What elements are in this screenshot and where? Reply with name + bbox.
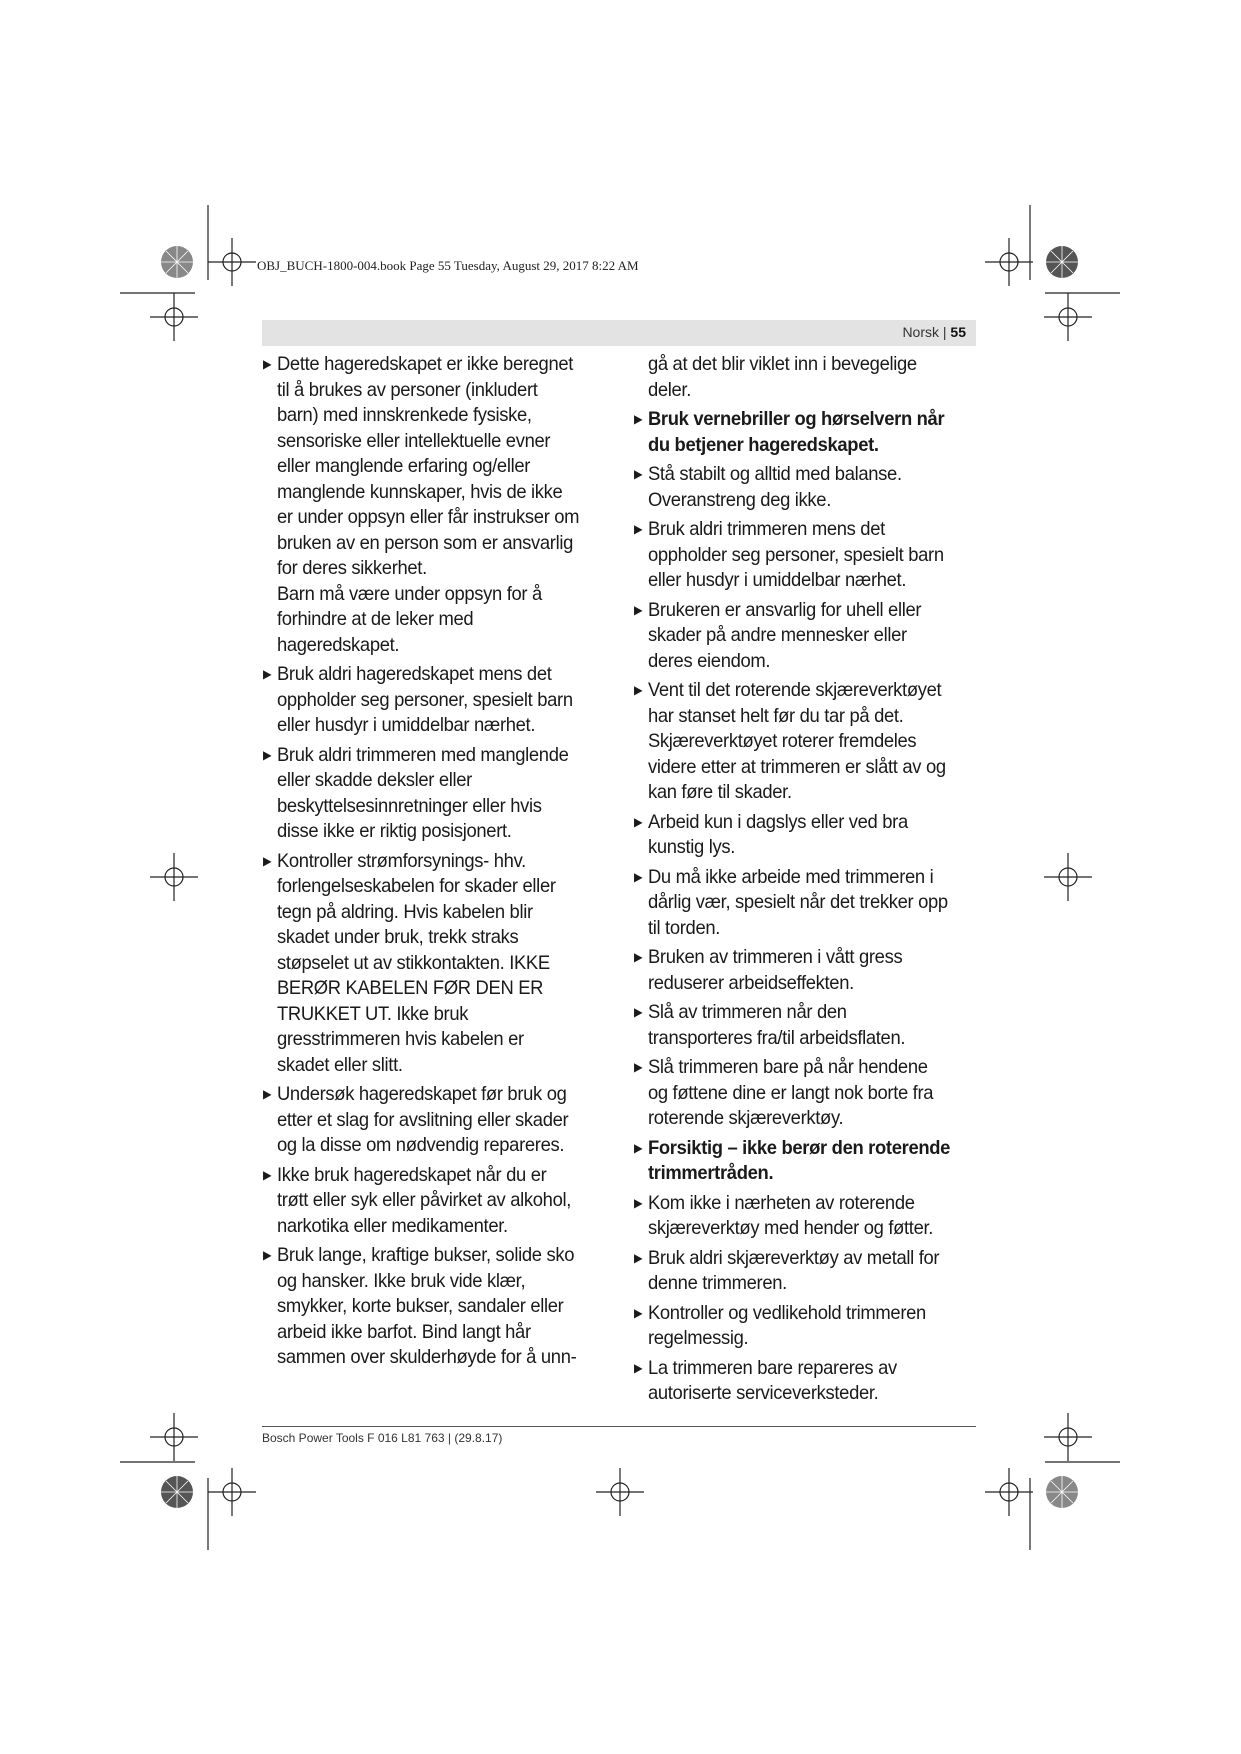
safety-item-continuation: gå at det blir viklet inn i bevegelige deler. [647, 353, 917, 401]
page-number: 55 [950, 324, 966, 340]
safety-item [634, 1301, 950, 1352]
crosshair-icon [1044, 853, 1092, 901]
safety-item-text: Brukeren er ansvarlig for uhell eller skader på andre mennesker eller deres eiendom. [647, 598, 922, 672]
safety-item [634, 1055, 950, 1132]
safety-item-text: Bruk aldri skjæreverktøy av metall for denne trimmeren. [647, 1246, 940, 1294]
crosshair-icon [596, 1468, 644, 1516]
safety-item-text: Bruken av trimmeren i vått gress reduserer arbeidseffekten. [647, 946, 903, 994]
safety-item-text: Vent til det roterende skjæreverktøyet har stanset helt før du tar på det. Skjæreverktøyet roterer fremdeles videre etter at trimmeren er slått av og kan føre til skader. [647, 679, 946, 803]
safety-item [263, 743, 579, 845]
safety-item-text: Ikke bruk hageredskapet når du er trøtt eller syk eller påvirket av alkohol, narkotika eller medikamenter. [276, 1163, 572, 1237]
safety-item [634, 517, 950, 594]
safety-item [634, 598, 950, 675]
page-footer: Bosch Power Tools F 016 L81 763 | (29.8.17) [262, 1431, 503, 1445]
crosshair-icon [1044, 1413, 1092, 1461]
footer-rule [262, 1426, 976, 1427]
safety-item [263, 352, 579, 658]
safety-item [634, 1356, 950, 1407]
safety-item [263, 1082, 579, 1159]
crosshair-icon [208, 1468, 256, 1516]
safety-item-text: Bruk aldri trimmeren mens det oppholder seg personer, spesielt barn eller husdyr i umiddelbar nærhet. [647, 518, 944, 591]
safety-item [634, 1191, 950, 1242]
safety-item [263, 849, 579, 1079]
page-header-bar [262, 320, 976, 346]
safety-item-extra: Barn må være under oppsyn for å forhindre at de leker med hageredskapet. [276, 582, 542, 656]
crosshair-icon [150, 1413, 198, 1461]
safety-item-text: Arbeid kun i dagslys eller ved bra kunstig lys. [647, 810, 908, 858]
crosshair-icon [150, 293, 198, 341]
safety-item-text: Kontroller strømforsynings- hhv. forlengelseskabelen for skader eller tegn på aldring. Hvis kabelen blir skadet under bruk, trekk straks støpselet ut av stikkontakten. IKKE BERØR KABELEN FØR DEN ER TRUKKET UT. Ikke bruk gresstrimmeren hvis kabelen er skadet eller slitt. [276, 849, 556, 1076]
safety-item [263, 1243, 579, 1371]
safety-item-text: Du må ikke arbeide med trimmeren i dårlig vær, spesielt når det trekker opp til torden. [647, 865, 948, 939]
crosshair-icon [985, 238, 1033, 286]
safety-item-text: Undersøk hageredskapet før bruk og etter et slag for avslitning eller skader og la disse om nødvendig repareres. [276, 1083, 569, 1156]
crosshair-icon [150, 853, 198, 901]
safety-item [634, 1246, 950, 1297]
safety-item-text: Slå av trimmeren når den transporteres fra/til arbeidsflaten. [647, 1001, 906, 1049]
safety-item [634, 1000, 950, 1051]
safety-item [634, 865, 950, 942]
safety-item-text: Bruk vernebriller og hørselvern når du betjener hageredskapet. [647, 408, 945, 456]
safety-item [634, 945, 950, 996]
crosshair-icon [208, 238, 256, 286]
safety-item-text: La trimmeren bare repareres av autoriserte serviceverksteder. [647, 1356, 897, 1404]
safety-item [634, 1136, 950, 1187]
safety-item-text: Bruk lange, kraftige bukser, solide sko og hansker. Ikke bruk vide klær, smykker, korte bukser, sandaler eller arbeid ikke barfot. Bind langt hår sammen over skulderhøyde for å unn- [276, 1244, 577, 1368]
safety-item-text: Kontroller og vedlikehold trimmeren regelmessig. [647, 1301, 926, 1349]
safety-item-text: Forsiktig – ikke berør den roterende trimmertråden. [647, 1136, 951, 1184]
safety-item [634, 407, 950, 458]
page-header-label [902, 324, 966, 340]
safety-item [634, 810, 950, 861]
safety-item [263, 1163, 579, 1240]
safety-item-text: ▶ Dette hageredskapet er ikke beregnet til å brukes av personer (inkludert barn) med innskrenkede fysiske, sensoriske eller intellektuelle evner eller manglende erfaring og/eller manglende kunnskaper, hvis de ikke er under oppsyn eller får instrukser om bruken av en person som er ansvarlig for deres sikkerhet. [276, 353, 580, 579]
crosshair-icon [985, 1468, 1033, 1516]
safety-item [634, 678, 950, 806]
left-column [263, 352, 579, 1375]
crosshair-icon [1044, 293, 1092, 341]
print-slug: OBJ_BUCH-1800-004.book Page 55 Tuesday, August 29, 2017 8:22 AM [257, 258, 639, 273]
safety-item-text: Bruk aldri hageredskapet mens det oppholder seg personer, spesielt barn eller husdyr i umiddelbar nærhet. [276, 663, 573, 736]
language-label: Norsk [902, 324, 939, 340]
header-separator: | [942, 324, 947, 340]
safety-item [263, 662, 579, 739]
right-column [634, 352, 950, 1411]
safety-item [634, 462, 950, 513]
safety-item-text: Stå stabilt og alltid med balanse. Overanstreng deg ikke. [647, 463, 902, 511]
safety-item-text: Slå trimmeren bare på når hendene og føttene dine er langt nok borte fra roterende skjæreverktøy. [647, 1056, 934, 1129]
safety-item-text: Bruk aldri trimmeren med manglende eller skadde deksler eller beskyttelsesinnretninger eller hvis disse ikke er riktig posisjonert. [276, 743, 569, 842]
safety-item-text: Kom ikke i nærheten av roterende skjæreverktøy med hender og føtter. [647, 1191, 934, 1239]
